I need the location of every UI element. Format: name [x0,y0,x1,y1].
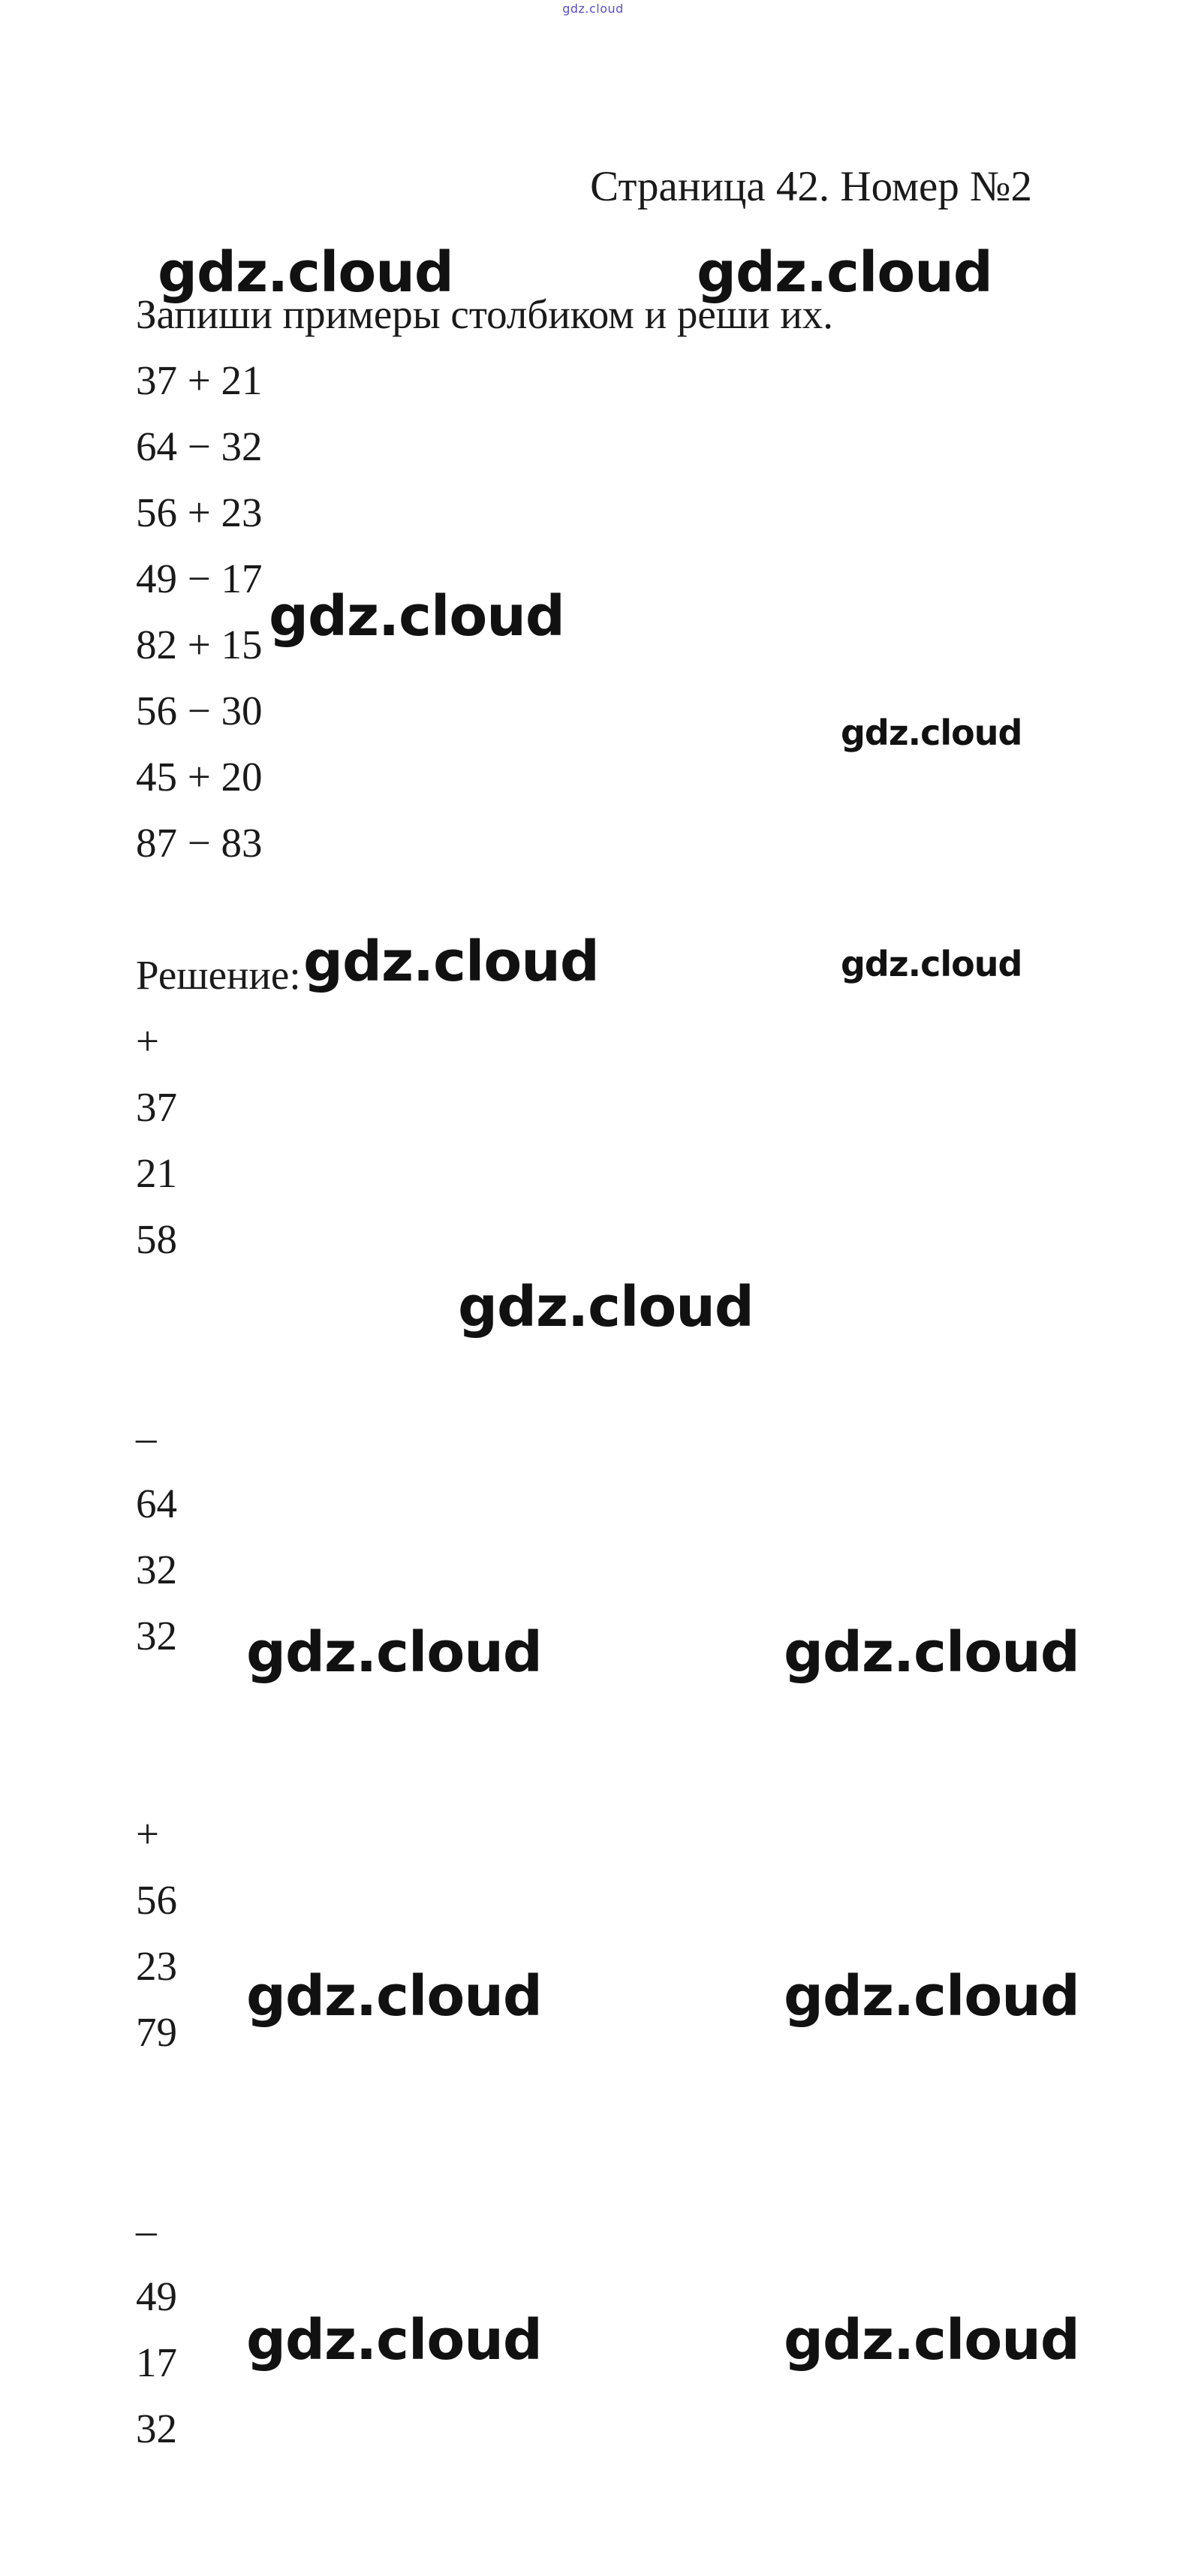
example-2: 64 − 32 [136,423,263,469]
watermark: gdz.cloud [246,2308,542,2373]
watermark: gdz.cloud [841,944,1022,984]
example-5: 82 + 15 [136,622,263,667]
watermark: gdz.cloud [784,1620,1079,1685]
page-title: Страница 42. Номер №2 [590,163,1032,210]
watermark: gdz.cloud [158,240,453,305]
watermark: gdz.cloud [246,1620,542,1685]
example-3: 56 + 23 [136,490,263,535]
top-watermark: gdz.cloud [562,2,624,16]
watermark: gdz.cloud [269,584,564,649]
solution-4-second-number: 17 [136,2339,177,2385]
solution-2-first-number: 64 [136,1481,177,1526]
solution-1-operator: + [136,1018,160,1064]
watermark: gdz.cloud [458,1275,754,1339]
watermark: gdz.cloud [784,1964,1079,2029]
example-4: 49 − 17 [136,556,263,601]
example-1: 37 + 21 [136,357,263,403]
example-8: 87 − 83 [136,820,263,866]
solution-2-operator: – [136,1415,157,1460]
solution-3-first-number: 56 [136,1877,177,1923]
solution-4-result: 32 [136,2406,177,2451]
solution-1-first-number: 37 [136,1084,177,1130]
solution-2-second-number: 32 [136,1547,177,1592]
solution-3-operator: + [136,1811,160,1857]
watermark: gdz.cloud [784,2308,1079,2373]
watermark: gdz.cloud [246,1964,542,2029]
solution-1-result: 58 [136,1216,177,1262]
example-6: 56 − 30 [136,688,263,734]
solution-label: Решение: [136,952,301,998]
solution-1-second-number: 21 [136,1150,177,1196]
solution-3-result: 79 [136,2009,177,2055]
watermark: gdz.cloud [697,240,992,305]
solution-2-result: 32 [136,1613,177,1659]
solution-4-first-number: 49 [136,2273,177,2319]
watermark: gdz.cloud [303,929,599,994]
solution-3-second-number: 23 [136,1943,177,1989]
watermark: gdz.cloud [841,713,1022,753]
task-text: Запиши примеры столбиком и реши их. [136,291,834,337]
solution-4-operator: – [136,2207,157,2253]
example-7: 45 + 20 [136,754,263,800]
